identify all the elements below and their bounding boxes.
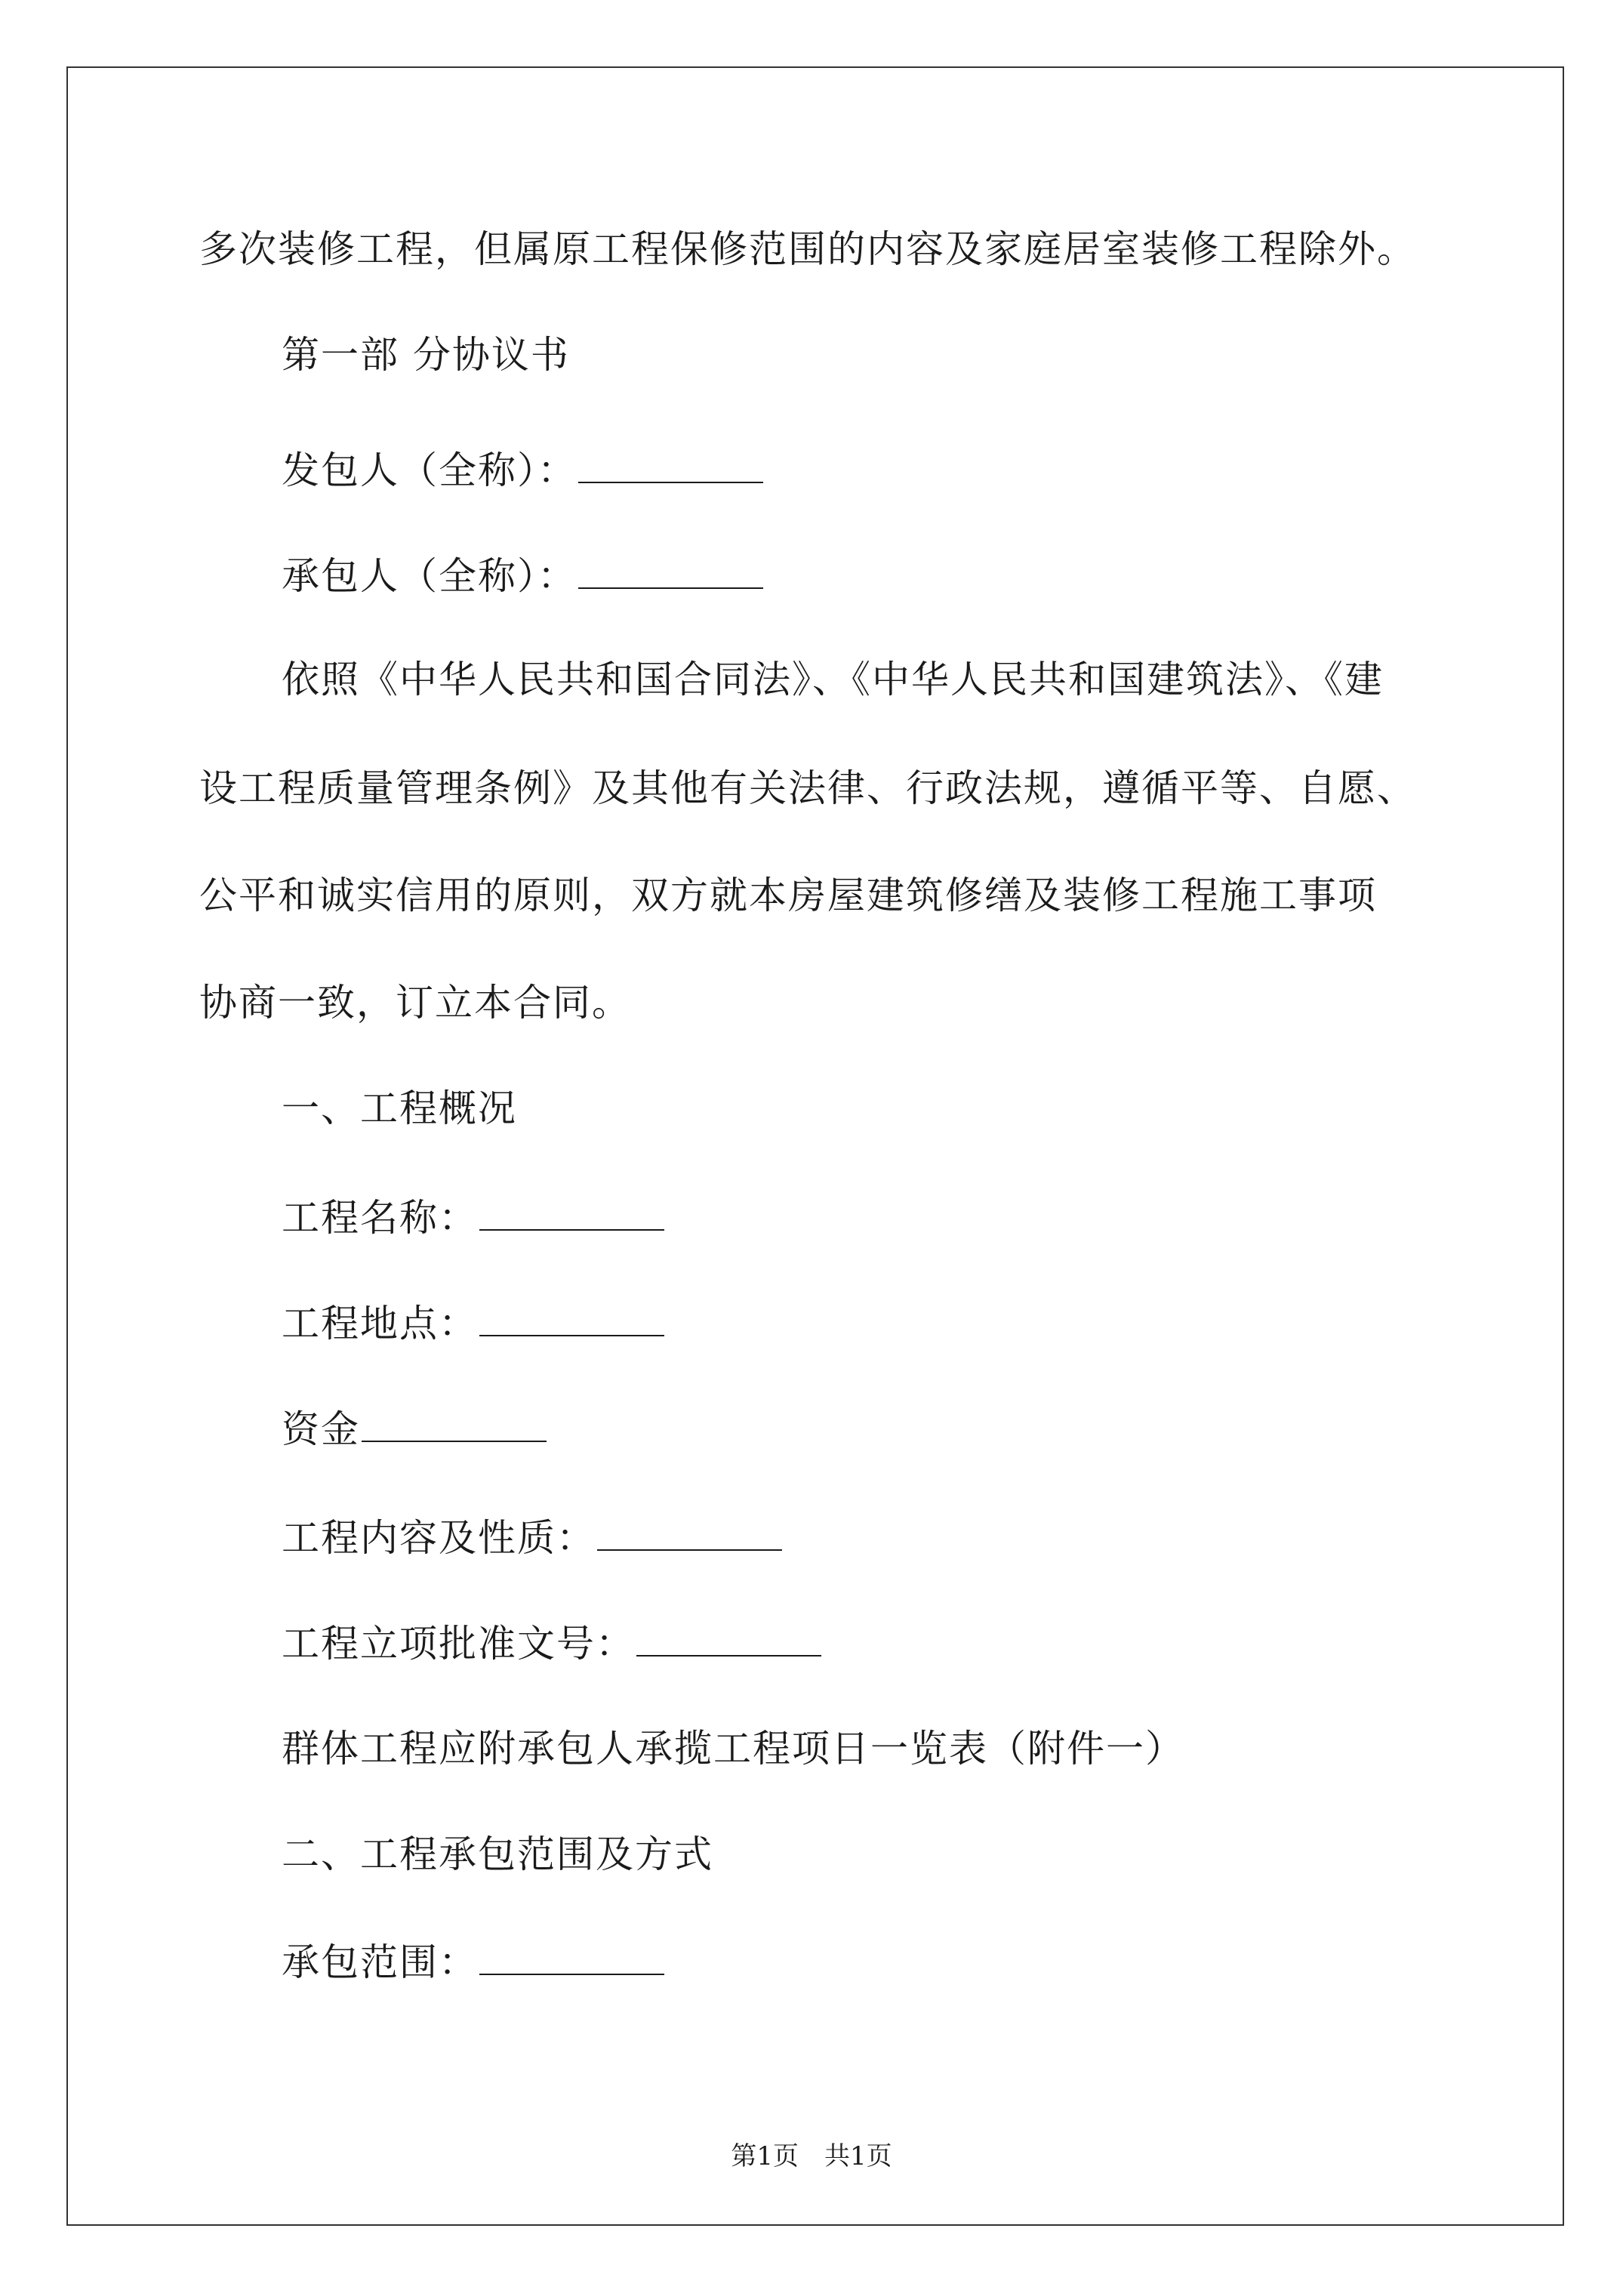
project-location-field-line (282, 1299, 664, 1346)
project-name-blank[interactable] (479, 1193, 664, 1231)
project-name-field-line (282, 1193, 664, 1240)
text-line: 群体工程应附承包人承揽工程项日一览表（附件一） (282, 1727, 1184, 1771)
project-content-blank[interactable] (597, 1513, 782, 1551)
section-heading: 二、工程承包范围及方式 (282, 1832, 713, 1876)
section-heading: 一、工程概况 (282, 1086, 517, 1130)
funding-label: 资金 (282, 1407, 360, 1451)
funding-blank[interactable] (362, 1404, 547, 1442)
scope-label: 承包范围： (282, 1940, 478, 1984)
page-footer: 第1页 共1页 (731, 2141, 892, 2171)
text-line: 依照《中华人民共和国合同法》、《中华人民共和国建筑法》、《建 (282, 658, 1384, 701)
employer-label: 发包人（全称）： (282, 448, 577, 492)
project-name-label: 工程名称： (282, 1196, 478, 1240)
scope-blank[interactable] (479, 1937, 664, 1975)
approval-number-blank[interactable] (636, 1619, 821, 1657)
text-line: 设工程质量管理条例》及其他有关法律、行政法规，遵循平等、自愿、 (199, 766, 1416, 810)
section-heading: 第一部 分协议书 (282, 333, 570, 377)
employer-field-line (282, 445, 763, 493)
project-location-label: 工程地点： (282, 1302, 478, 1345)
approval-number-field-line (282, 1619, 821, 1666)
project-content-label: 工程内容及性质： (282, 1516, 596, 1560)
text-line: 协商一致，订立本合同。 (199, 981, 631, 1025)
approval-number-label: 工程立项批准文号： (282, 1622, 635, 1666)
funding-field-line (282, 1404, 547, 1452)
contractor-field-line (282, 551, 763, 599)
project-location-blank[interactable] (479, 1299, 664, 1336)
contractor-blank[interactable] (578, 551, 763, 589)
text-line: 多次装修工程，但属原工程保修范围的内容及家庭居室装修工程除外。 (199, 227, 1416, 271)
project-content-field-line (282, 1513, 782, 1561)
scope-field-line (282, 1937, 664, 1985)
contractor-label: 承包人（全称）： (282, 554, 577, 598)
text-line: 公平和诚实信用的原则，双方就本房屋建筑修缮及装修工程施工事项 (199, 874, 1377, 917)
page-border (66, 66, 1564, 2226)
employer-blank[interactable] (578, 445, 763, 483)
